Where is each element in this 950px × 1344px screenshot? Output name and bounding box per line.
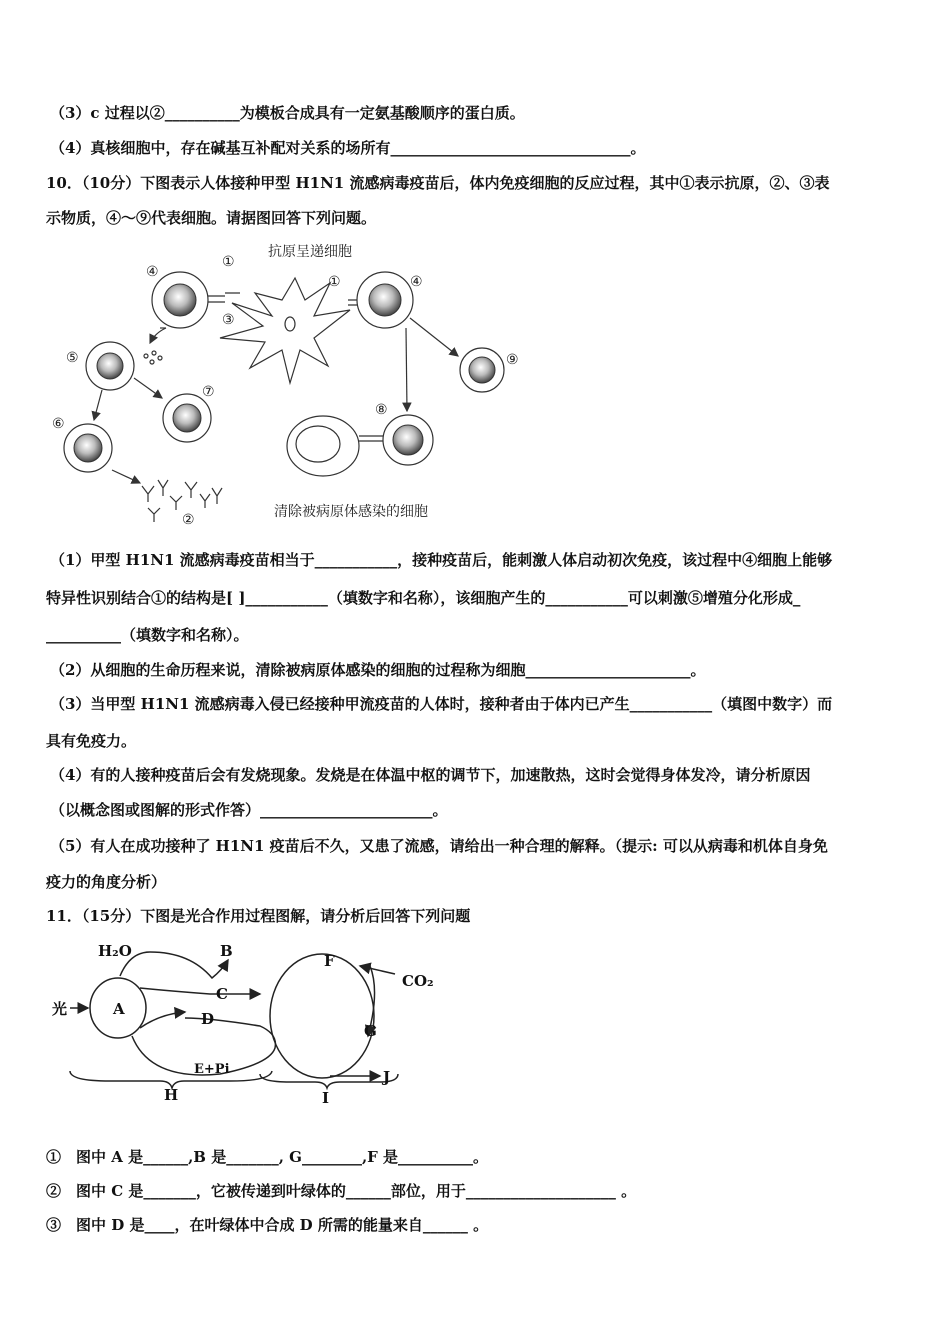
label-4-right: ④ xyxy=(410,274,423,290)
q10-1-text: （1）甲型 H1N1 流感病毒疫苗相当于___________，接种疫苗后，能刺激人体启动初次免疫，该过程中④细胞上能够 xyxy=(50,551,833,569)
q10-3-text: （3）当甲型 H1N1 流感病毒入侵已经接种甲流疫苗的人体时，接种者由于体内已产生___________（填图中数字）而 xyxy=(50,695,833,713)
label-4-left: ④ xyxy=(146,264,159,280)
label-A: A xyxy=(113,1000,125,1018)
q10-5-text-cont: 疫力的角度分析） xyxy=(46,873,167,891)
label-EPi: E+Pi xyxy=(194,1062,230,1077)
photosynthesis-figure xyxy=(50,936,450,1111)
antigen-presenting-cell xyxy=(220,278,350,383)
label-h2o: H₂O xyxy=(98,942,132,960)
q10-5-text: （5）有人在成功接种了 H1N1 疫苗后不久，又患了流感，请给出一种合理的解释。（提示: 可以从病毒和机体自身免 xyxy=(50,837,828,855)
label-I: I xyxy=(322,1089,330,1107)
q11-2-text: ② 图中 C 是_______，它被传递到叶绿体的______部位，用于____________________ 。 xyxy=(46,1182,637,1200)
label-1-right: ① xyxy=(328,274,341,290)
label-H: H xyxy=(164,1086,179,1104)
immune-response-figure xyxy=(50,238,530,528)
q10-3-text-cont: 具有免疫力。 xyxy=(46,732,137,750)
label-8: ⑧ xyxy=(375,402,388,418)
label-F: F xyxy=(324,952,335,970)
label-D: D xyxy=(201,1010,215,1028)
label-9: ⑨ xyxy=(506,352,519,368)
label-2: ② xyxy=(182,512,195,528)
q10-title-cont: 示物质，④～⑨代表细胞。请据图回答下列问题。 xyxy=(46,209,377,227)
label-6: ⑥ xyxy=(52,416,65,432)
label-light: 光 xyxy=(52,1000,68,1018)
label-5: ⑤ xyxy=(66,350,79,366)
calvin-cycle xyxy=(270,954,374,1078)
q10-4-text: （4）有的人接种疫苗后会有发烧现象。发烧是在体温中枢的调节下，加速散热，这时会觉得身体发冷，请分析原因 xyxy=(50,766,811,784)
label-7: ⑦ xyxy=(202,384,215,400)
q10-1-text-cont: 特异性识别结合①的结构是[ ]___________（填数字和名称），该细胞产生的___________可以刺激⑤增殖分化形成_ xyxy=(46,589,801,607)
q10-4-text-cont: （以概念图或图解的形式作答）_______________________。 xyxy=(50,801,448,819)
label-3: ③ xyxy=(222,312,235,328)
q11-3-text: ③ 图中 D 是____，在叶绿体中合成 D 所需的能量来自______ 。 xyxy=(46,1216,489,1234)
q11-1-text: ① 图中 A 是______,B 是_______, G________,F 是__________。 xyxy=(46,1148,489,1166)
q10-title: 10．（10分）下图表示人体接种甲型 H1N1 流感病毒疫苗后，体内免疫细胞的反应过程，其中①表示抗原，②、③表 xyxy=(46,174,830,192)
label-B: B xyxy=(220,942,233,960)
q10-1-text-cont2: __________（填数字和名称）。 xyxy=(46,626,249,644)
q10-2-text: （2）从细胞的生命历程来说，清除被病原体感染的细胞的过程称为细胞______________________。 xyxy=(50,661,706,679)
label-C: C xyxy=(216,985,228,1003)
label-J: J xyxy=(383,1068,391,1086)
q9-4-text: （4）真核细胞中，存在碱基互补配对关系的场所有________________________________。 xyxy=(50,139,646,157)
q11-title: 11．（15分）下图是光合作用过程图解，请分析后回答下列问题 xyxy=(46,907,471,925)
apc-label: 抗原呈递细胞 xyxy=(268,244,352,260)
q9-3-text: （3）c 过程以②__________为模板合成具有一定氨基酸顺序的蛋白质。 xyxy=(50,104,525,122)
infected-cell-label: 清除被病原体感染的细胞 xyxy=(274,504,428,520)
label-CO2: CO₂ xyxy=(402,972,434,990)
label-G: G xyxy=(364,1022,377,1040)
label-1-left: ① xyxy=(222,254,235,270)
